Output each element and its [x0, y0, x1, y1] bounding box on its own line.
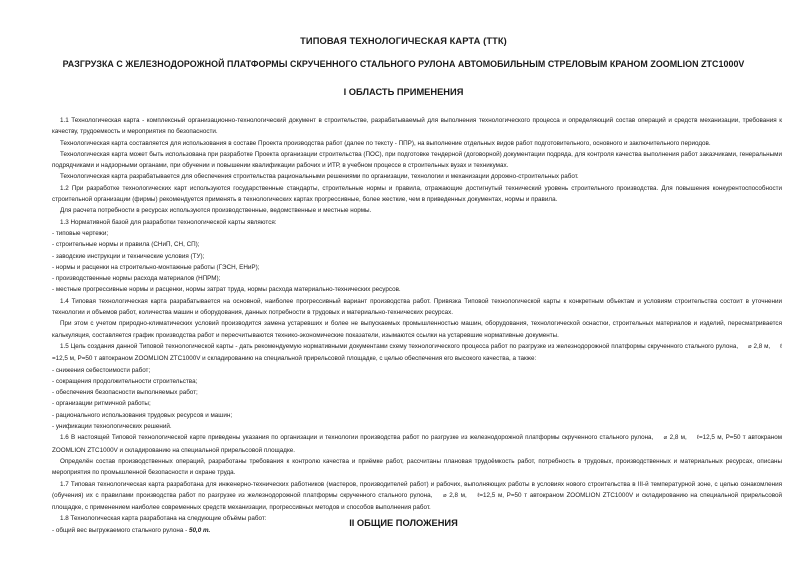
length-symbol-icon: ℓ	[477, 492, 480, 499]
text-run: =12,5 м, Р=50 т автокраном ZOOMLION ZTC1000V и складированию на специальной прирельсовой площадке.	[52, 434, 783, 454]
text-run: - общий вес выгружаемого стального рулона -	[52, 526, 189, 534]
text-run: 1.6 В настоящей Типовой технологической карте приведены указания по организации и технологии производства работ по разгрузке из железнодорожной платформы скрученного стального рулона,	[60, 434, 654, 442]
paragraph: Определён состав производственных операций, разработаны требования к контролю качества и приёмке работ, рассчитаны плановая трудоёмкость работ, потребность в трудовых, производственных и материальных ресурсах, описаны мероприятия по промышленной безопасности и охране труда.	[52, 457, 782, 477]
paragraph-1-1: 1.1 Технологическая карта - комплексный организационно-технологический документ в строительстве, разрабатываемый для выполнения технологического процесса и определяющий состав операций и средств механизации, требования к качеству, трудоемкость и мероприятия по безопасности.	[52, 117, 782, 136]
paragraph-1-5	[52, 341, 782, 365]
list-item: - нормы и расценки на строительно-монтажные работы (ГЭСН, ЕНиР);	[52, 263, 260, 271]
list-item: - снижения себестоимости работ;	[52, 366, 151, 374]
document-title: ТИПОВАЯ ТЕХНОЛОГИЧЕСКАЯ КАРТА (ТТК)	[300, 36, 507, 46]
paragraph: При этом с учетом природно-климатических условий производится замена устаревших и более не выпускаемых промышленностью машин, оборудования, технологической оснастки, строительных материалов и изделий, пересматривается калькуляция, составляется график производства работ и пересчитываются технико-экономические показатели, изымаются ссылки на устаревшие нормативные документы.	[52, 320, 782, 339]
paragraph-1-6	[52, 432, 782, 456]
text-run: 1.5 Цель создания данной Типовой технологической карты - дать рекомендуемую нормативными документами схему технологического процесса работ по разгрузке из железнодорожной платформы скрученного стального рулона,	[60, 342, 739, 350]
list-item: - заводские инструкции и технические условия (ТУ);	[52, 252, 205, 260]
list-item: - типовые чертежи;	[52, 229, 109, 237]
diameter-symbol-icon: ⌀	[747, 343, 752, 350]
paragraph-1-8: 1.8 Технологическая карта разработана на следующие объёмы работ:	[60, 515, 267, 523]
section-heading-2: II ОБЩИЕ ПОЛОЖЕНИЯ	[349, 518, 458, 528]
list-item: - местные прогрессивные нормы и расценки, нормы затрат труда, нормы расхода материально-технических ресурсов.	[52, 286, 401, 294]
length-symbol-icon: ℓ	[697, 435, 699, 442]
diameter-symbol-icon: ⌀	[663, 435, 668, 442]
document-body	[52, 115, 782, 536]
paragraph-1-4: 1.4 Типовая технологическая карта разрабатывается на основной, наиболее прогрессивный вариант производства работ. Привязка Типовой технологической карты к конкретным объектам и условиям строительства состоит в уточнении технологии и объемов работ, количества машин и оборудования, данных потребности в трудовых и материально-технических ресурсах.	[52, 297, 782, 317]
paragraph-1-3: 1.3 Нормативной базой для разработки технологической карты являются:	[60, 218, 277, 226]
list-item: - унификации технологических решений.	[52, 423, 172, 431]
paragraph: Технологическая карта составляется для использования в составе Проекта производства работ (далее по тексту - ППР), на выполнение отдельных видов работ подготовительного, основного и заключительного периодов.	[60, 139, 711, 147]
text-run: =12,5 м, Р=50 т автокраном ZOOMLION ZTC1000V и складированию на специальной прирельсовой площадке, с целью обеспечения его высокого качества, а также:	[52, 355, 537, 363]
list-item: - рационального использования трудовых ресурсов и машин;	[52, 411, 233, 419]
section-heading-1: I ОБЛАСТЬ ПРИМЕНЕНИЯ	[343, 87, 464, 97]
paragraph: Технологическая карта разрабатывается для обеспечения строительства рациональными решениями по организации, технологии и механизации дорожно-строительных работ.	[60, 173, 579, 181]
list-item: - строительные нормы и правила (СНиП, СН, СП);	[52, 241, 200, 249]
paragraph-1-7	[52, 479, 782, 514]
diameter-symbol-icon: ⌀	[443, 492, 447, 499]
list-item: - обеспечения безопасности выполняемых работ;	[52, 389, 198, 397]
paragraph: Для расчета потребности в ресурсах используются производственные, ведомственные и местные нормы.	[60, 207, 372, 215]
text-run: 2,8 м,	[449, 491, 467, 499]
list-item: - производственные нормы расхода материалов (НПРМ);	[52, 275, 221, 283]
text-run: =12,5 м, Р=50 т автокраном ZOOMLION ZTC1000V и складированию на специальной прирельсовой площадке, с применением наиболее современных средств механизации, прогрессивных методов и способов выполнения работ.	[52, 491, 783, 512]
paragraph-1-2: 1.2 При разработке технологических карт используются государственные стандарты, строительные нормы и правила, отражающие достигнутый технический уровень строительного производства. Для повышения конкурентоспособности строительной организации (фирмы) рекомендуется применять в технологических картах прогрессивные, более жесткие, чем в приведенных документах, нормы и правила.	[52, 184, 782, 204]
list-item: - сокращения продолжительности строительства;	[52, 377, 198, 385]
text-run: 1.7 Типовая технологическая карта разработана для инженерно-технических работников (мастеров, производителей работ) и рабочих, выполняющих работы в условиях нового строительства в III-й температурной зоне, с целью ознакомления (обучения) их с правилами производства работ по разгрузке из железнодорожной платформы скрученного стального рулона,	[52, 480, 782, 499]
text-run: 2,8 м,	[753, 342, 771, 350]
paragraph: Технологическая карта может быть использована при разработке Проекта организации строительства (ПОС), при подготовке тендерной (договорной) документации подряда, для контроля качества выполнения работ заказчиками, генеральными подрядчиками и надзорными органами, при обучении и повышении квалификации рабочих и ИТР, в учебном процессе в строительных вузах и техникумах.	[52, 150, 782, 170]
list-item: - организации ритмичной работы;	[52, 400, 151, 408]
weight-value: 50,0 т.	[188, 526, 211, 534]
document-subtitle: РАЗГРУЗКА С ЖЕЛЕЗНОДОРОЖНОЙ ПЛАТФОРМЫ СКРУЧЕННОГО СТАЛЬНОГО РУЛОНА АВТОМОБИЛЬНЫМ СТРЕЛОВЫМ КРАНОМ ZOOMLION ZTC1000V	[62, 59, 745, 69]
text-run: 2,8 м,	[669, 434, 687, 442]
length-symbol-icon: ℓ	[780, 343, 783, 350]
